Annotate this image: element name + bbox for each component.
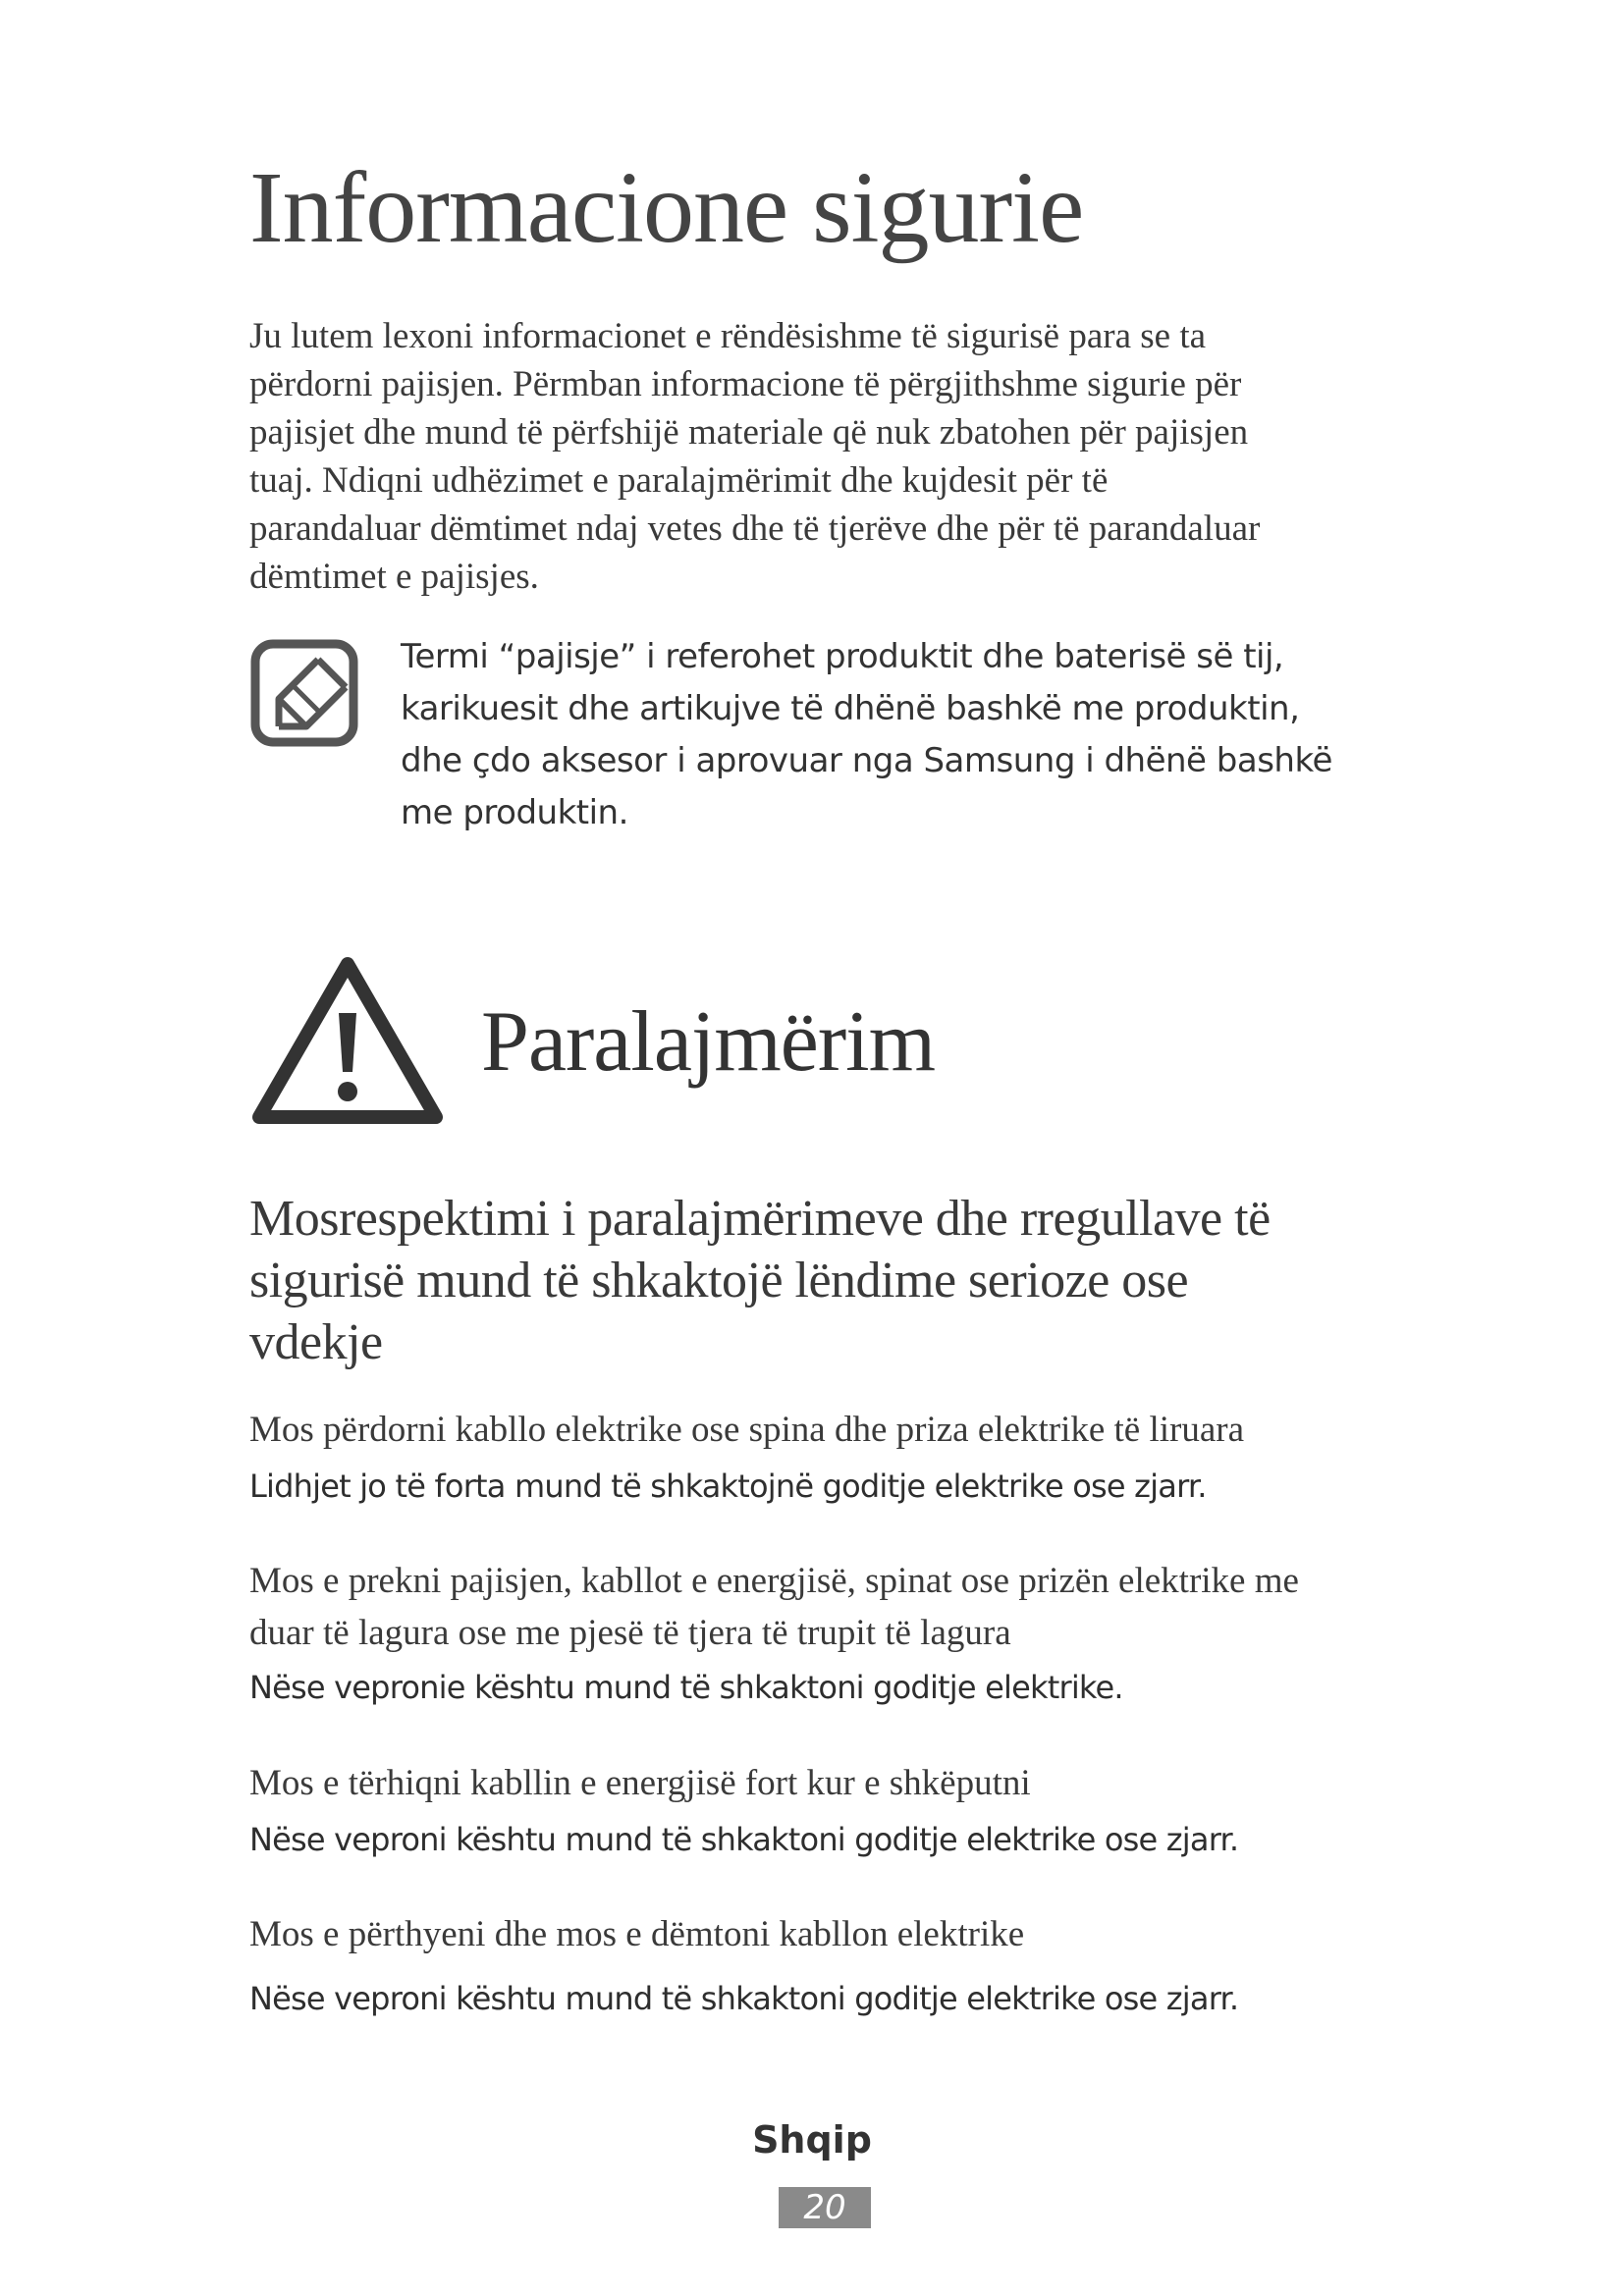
rule-heading: Mos e tërhiqni kabllin e energjisë fort kur e shkëputni — [249, 1763, 1031, 1803]
rule-heading: Mos e prekni pajisjen, kabllot e energjisë, spinat ose prizën elektrike me duar të lagura ose me pjesë të tjera të trupit të lagura — [249, 1561, 1299, 1653]
safety-rule — [249, 1757, 1379, 1864]
rule-body: Nëse veproni kështu mund të shkaktoni goditje elektrike ose zjarr. — [249, 1821, 1239, 1858]
note-text: Termi “pajisje” i referohet produktit dhe baterisë së tij, karikuesit dhe artikujve të dhënë bashkë me produktin, dhe çdo aksesor i aprovuar nga Samsung i dhënë bashkë me produktin. — [401, 637, 1332, 832]
warning-triangle-icon — [249, 952, 446, 1129]
warning-subtitle: Mosrespektimi i paralajmërimeve dhe rregullave të sigurisë mund të shkaktojë lëndime serioze ose vdekje — [249, 1191, 1271, 1370]
rule-body: Lidhjet jo të forta mund të shkaktojnë goditje elektrike ose zjarr. — [249, 1468, 1207, 1505]
rule-body: Nëse veproni kështu mund të shkaktoni goditje elektrike ose zjarr. — [249, 1980, 1239, 2017]
rule-heading: Mos përdorni kabllo elektrike ose spina dhe priza elektrike të liruara — [249, 1410, 1245, 1450]
safety-rule — [249, 1404, 1379, 1511]
safety-rule — [249, 1908, 1379, 2023]
footer-language: Shqip — [752, 2118, 872, 2162]
intro-paragraph: Ju lutem lexoni informacionet e rëndësishme të sigurisë para se ta përdorni pajisjen. Përmban informacione të përgjithshme sigurie për pajisjet dhe mund të përfshijë materiale që nuk zbatohen për pajisjen tuaj. Ndiqni udhëzimet e paralajmërimit dhe kujdesit për të parandaluar dëmtimet ndaj vetes dhe të tjerëve dhe për të parandaluar dëmtimet e pajisjes. — [249, 316, 1261, 597]
warning-title: Paralajmërim — [481, 994, 936, 1090]
note-pencil-icon — [249, 638, 359, 748]
rule-body: Nëse vepronie kështu mund të shkaktoni goditje elektrike. — [249, 1669, 1123, 1706]
page-title: Informacione sigurie — [249, 151, 1084, 264]
safety-rule — [249, 1555, 1329, 1712]
page-number: 20 — [779, 2187, 871, 2228]
rule-heading: Mos e përthyeni dhe mos e dëmtoni kabllon elektrike — [249, 1914, 1025, 1954]
